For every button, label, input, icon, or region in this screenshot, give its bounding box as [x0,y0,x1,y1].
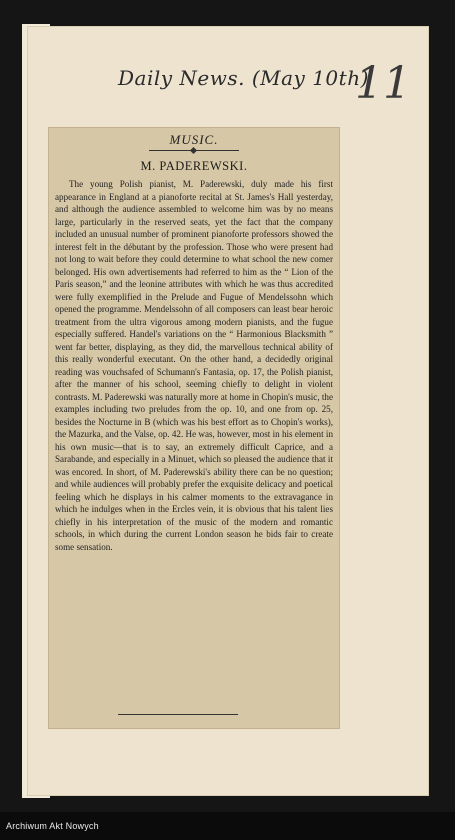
archive-footer [0,812,455,840]
closing-rule [118,714,238,715]
newspaper-clipping [48,127,340,729]
article-body: The young Polish pianist, M. Paderewski, duly made his first appearance in England at a pianoforte recital at St. James's Hall yesterday, and although the audience assembled to welcome him was by no means large, particularly in the reserved seats, yet the fact that the company included an unusual number of prominent pianoforte professors showed the interest felt in the débutant by the profession. Those who were present had not long to wait before they could determine to what school the new comer belonged. His own advertisements had referred to him as the “ Lion of the Paris season,” and the leonine attributes with which he was thus accredited were fully exemplified in the Prelude and Fugue of Mendelssohn which opened the programme. Mendelssohn of all composers can least bear heroic treatment from the ultra vigorous among modern pianists, and the fugue especially suffered. Handel's variations on the “ Harmonious Blacksmith ” went far better, displaying, as they did, the marvellous technical ability of this really wonderful executant. On the other hand, a decidedly original reading was vouchsafed of Schumann's Fantasia, op. 17, the Polish pianist, after the manner of his school, seeming chiefly to delight in violent contrasts. M. Paderewski was naturally more at home in Chopin's music, the examples including two preludes from the op. 10, and one from op. 25, besides the Nocturne in B (which was his best effort as to Chopin's works), the Mazurka, and the Valse, op. 42. He was, however, most in his element in his own music—that is to say, an extremely difficult Caprice, and a Sarabande, and especially in a Minuet, which so pleased the audience that it was encored. In short, of M. Paderewski's ability there can be no question; and while audiences will probably prefer the exquisite delicacy and poetical feeling which he displays in his calmer moments to the extravagance in which he indulges when in the Ercles vein, it is obvious that his talent lies chiefly in his interpretation of the music of the modern and romantic schools, in which during the current London season he bids fair to create some sensation. [55,179,333,552]
section-title: MUSIC. [169,132,219,147]
archive-name: Archiwum Akt Nowych [6,821,99,831]
article-headline: M. PADEREWSKI. [140,159,248,173]
handwritten-source-note: Daily News. (May 10th) [118,66,369,90]
ornamental-rule [149,150,239,151]
handwritten-page-number: 11 [355,58,411,109]
clipping-content [55,132,333,553]
